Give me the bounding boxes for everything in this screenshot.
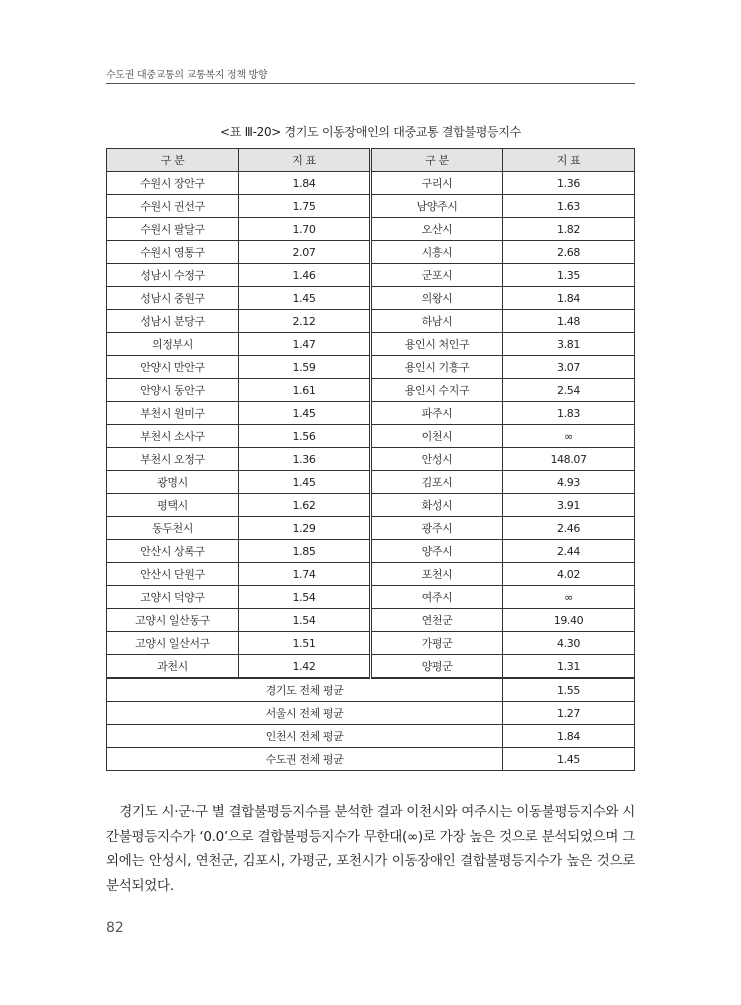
district-cell: 연천군 — [371, 609, 503, 632]
index-cell: 1.45 — [239, 471, 371, 494]
district-cell: 김포시 — [371, 471, 503, 494]
district-cell: 수원시 장안구 — [107, 172, 239, 195]
table-row — [107, 632, 635, 655]
table-row — [107, 517, 635, 540]
district-cell: 과천시 — [107, 655, 239, 679]
district-cell: 안산시 상록구 — [107, 540, 239, 563]
table-header-row — [107, 149, 635, 172]
district-cell: 동두천시 — [107, 517, 239, 540]
index-cell: 19.40 — [503, 609, 635, 632]
index-cell: 2.07 — [239, 241, 371, 264]
index-cell: 1.70 — [239, 218, 371, 241]
header-district: 구 분 — [371, 149, 503, 172]
index-cell: 1.54 — [239, 609, 371, 632]
summary-row — [107, 748, 635, 771]
district-cell: 수원시 팔달구 — [107, 218, 239, 241]
summary-value: 1.27 — [503, 702, 635, 725]
index-cell: 1.51 — [239, 632, 371, 655]
index-cell: 1.84 — [239, 172, 371, 195]
index-cell: 4.30 — [503, 632, 635, 655]
summary-label: 인천시 전체 평균 — [107, 725, 503, 748]
table-row — [107, 425, 635, 448]
index-cell: 1.84 — [503, 287, 635, 310]
body-paragraph: 경기도 시·군·구 별 결합불평등지수를 분석한 결과 이천시와 여주시는 이동불평등지수와 시간불평등지수가 ‘0.0’으로 결합불평등지수가 무한대(∞)로 가장 높은 것으로 분석되었으며 그 외에는 안성시, 연천군, 김포시, 가평군, 포천시가 이동장애인 결합불평등지수가 높은 것으로 분석되었다. — [106, 804, 635, 894]
index-cell: 1.42 — [239, 655, 371, 679]
table-row — [107, 586, 635, 609]
summary-row — [107, 702, 635, 725]
district-cell: 부천시 오정구 — [107, 448, 239, 471]
table-row — [107, 471, 635, 494]
table-row — [107, 356, 635, 379]
index-cell: 4.93 — [503, 471, 635, 494]
summary-value: 1.84 — [503, 725, 635, 748]
table-row — [107, 379, 635, 402]
index-cell: 1.74 — [239, 563, 371, 586]
district-cell: 안양시 동안구 — [107, 379, 239, 402]
summary-label: 서울시 전체 평균 — [107, 702, 503, 725]
header-index: 지 표 — [503, 149, 635, 172]
table-row — [107, 402, 635, 425]
index-cell: 4.02 — [503, 563, 635, 586]
district-cell: 이천시 — [371, 425, 503, 448]
index-cell: ∞ — [503, 425, 635, 448]
index-cell: 3.07 — [503, 356, 635, 379]
district-cell: 고양시 덕양구 — [107, 586, 239, 609]
page-number: 82 — [106, 920, 124, 936]
district-cell: 여주시 — [371, 586, 503, 609]
district-cell: 남양주시 — [371, 195, 503, 218]
index-cell: 1.56 — [239, 425, 371, 448]
district-cell: 포천시 — [371, 563, 503, 586]
index-cell: 1.83 — [503, 402, 635, 425]
table-row — [107, 287, 635, 310]
summary-label: 수도권 전체 평균 — [107, 748, 503, 771]
district-cell: 평택시 — [107, 494, 239, 517]
index-cell: 1.46 — [239, 264, 371, 287]
district-cell: 광주시 — [371, 517, 503, 540]
index-cell: 1.29 — [239, 517, 371, 540]
index-cell: 1.36 — [503, 172, 635, 195]
index-cell: 2.54 — [503, 379, 635, 402]
index-cell: 1.45 — [239, 287, 371, 310]
district-cell: 용인시 수지구 — [371, 379, 503, 402]
running-header: 수도권 대중교통의 교통복지 정책 방향 — [106, 70, 268, 81]
index-cell: 148.07 — [503, 448, 635, 471]
index-cell: 1.47 — [239, 333, 371, 356]
index-cell: 1.45 — [239, 402, 371, 425]
district-cell: 가평군 — [371, 632, 503, 655]
district-cell: 수원시 영통구 — [107, 241, 239, 264]
district-cell: 의왕시 — [371, 287, 503, 310]
table-row — [107, 264, 635, 287]
summary-value: 1.55 — [503, 678, 635, 702]
table-row — [107, 172, 635, 195]
index-cell: 1.75 — [239, 195, 371, 218]
index-cell: 1.85 — [239, 540, 371, 563]
table-row — [107, 494, 635, 517]
district-cell: 부천시 원미구 — [107, 402, 239, 425]
table-row — [107, 195, 635, 218]
district-cell: 양주시 — [371, 540, 503, 563]
district-cell: 안성시 — [371, 448, 503, 471]
table-row — [107, 241, 635, 264]
district-cell: 용인시 처인구 — [371, 333, 503, 356]
district-cell: 안산시 단원구 — [107, 563, 239, 586]
index-cell: 1.36 — [239, 448, 371, 471]
index-cell: 1.63 — [503, 195, 635, 218]
district-cell: 안양시 만안구 — [107, 356, 239, 379]
table-row — [107, 563, 635, 586]
table-body — [107, 172, 635, 771]
index-cell: 2.44 — [503, 540, 635, 563]
district-cell: 화성시 — [371, 494, 503, 517]
index-cell: ∞ — [503, 586, 635, 609]
index-cell: 3.81 — [503, 333, 635, 356]
table-row — [107, 540, 635, 563]
index-cell: 1.31 — [503, 655, 635, 679]
district-cell: 광명시 — [107, 471, 239, 494]
index-cell: 2.68 — [503, 241, 635, 264]
district-cell: 구리시 — [371, 172, 503, 195]
index-cell: 1.82 — [503, 218, 635, 241]
summary-value: 1.45 — [503, 748, 635, 771]
district-cell: 고양시 일산동구 — [107, 609, 239, 632]
district-cell: 파주시 — [371, 402, 503, 425]
district-cell: 군포시 — [371, 264, 503, 287]
district-cell: 성남시 분당구 — [107, 310, 239, 333]
table-row — [107, 655, 635, 679]
index-cell: 1.35 — [503, 264, 635, 287]
district-cell: 성남시 수정구 — [107, 264, 239, 287]
header-rule — [106, 83, 635, 84]
header-district: 구 분 — [107, 149, 239, 172]
district-cell: 의정부시 — [107, 333, 239, 356]
district-cell: 양평군 — [371, 655, 503, 679]
district-cell: 용인시 기흥구 — [371, 356, 503, 379]
index-table — [106, 148, 635, 771]
index-cell: 1.62 — [239, 494, 371, 517]
district-cell: 하남시 — [371, 310, 503, 333]
table-caption: <표 Ⅲ-20> 경기도 이동장애인의 대중교통 결합불평등지수 — [220, 125, 521, 139]
table-row — [107, 310, 635, 333]
index-cell: 3.91 — [503, 494, 635, 517]
index-cell: 2.12 — [239, 310, 371, 333]
table-row — [107, 333, 635, 356]
index-cell: 2.46 — [503, 517, 635, 540]
table-row — [107, 448, 635, 471]
district-cell: 성남시 중원구 — [107, 287, 239, 310]
index-cell: 1.54 — [239, 586, 371, 609]
table-row — [107, 218, 635, 241]
district-cell: 오산시 — [371, 218, 503, 241]
summary-row — [107, 725, 635, 748]
table-row — [107, 609, 635, 632]
summary-row — [107, 678, 635, 702]
index-cell: 1.48 — [503, 310, 635, 333]
summary-label: 경기도 전체 평균 — [107, 678, 503, 702]
index-cell: 1.61 — [239, 379, 371, 402]
index-cell: 1.59 — [239, 356, 371, 379]
district-cell: 수원시 권선구 — [107, 195, 239, 218]
district-cell: 부천시 소사구 — [107, 425, 239, 448]
district-cell: 고양시 일산서구 — [107, 632, 239, 655]
header-index: 지 표 — [239, 149, 371, 172]
district-cell: 시흥시 — [371, 241, 503, 264]
